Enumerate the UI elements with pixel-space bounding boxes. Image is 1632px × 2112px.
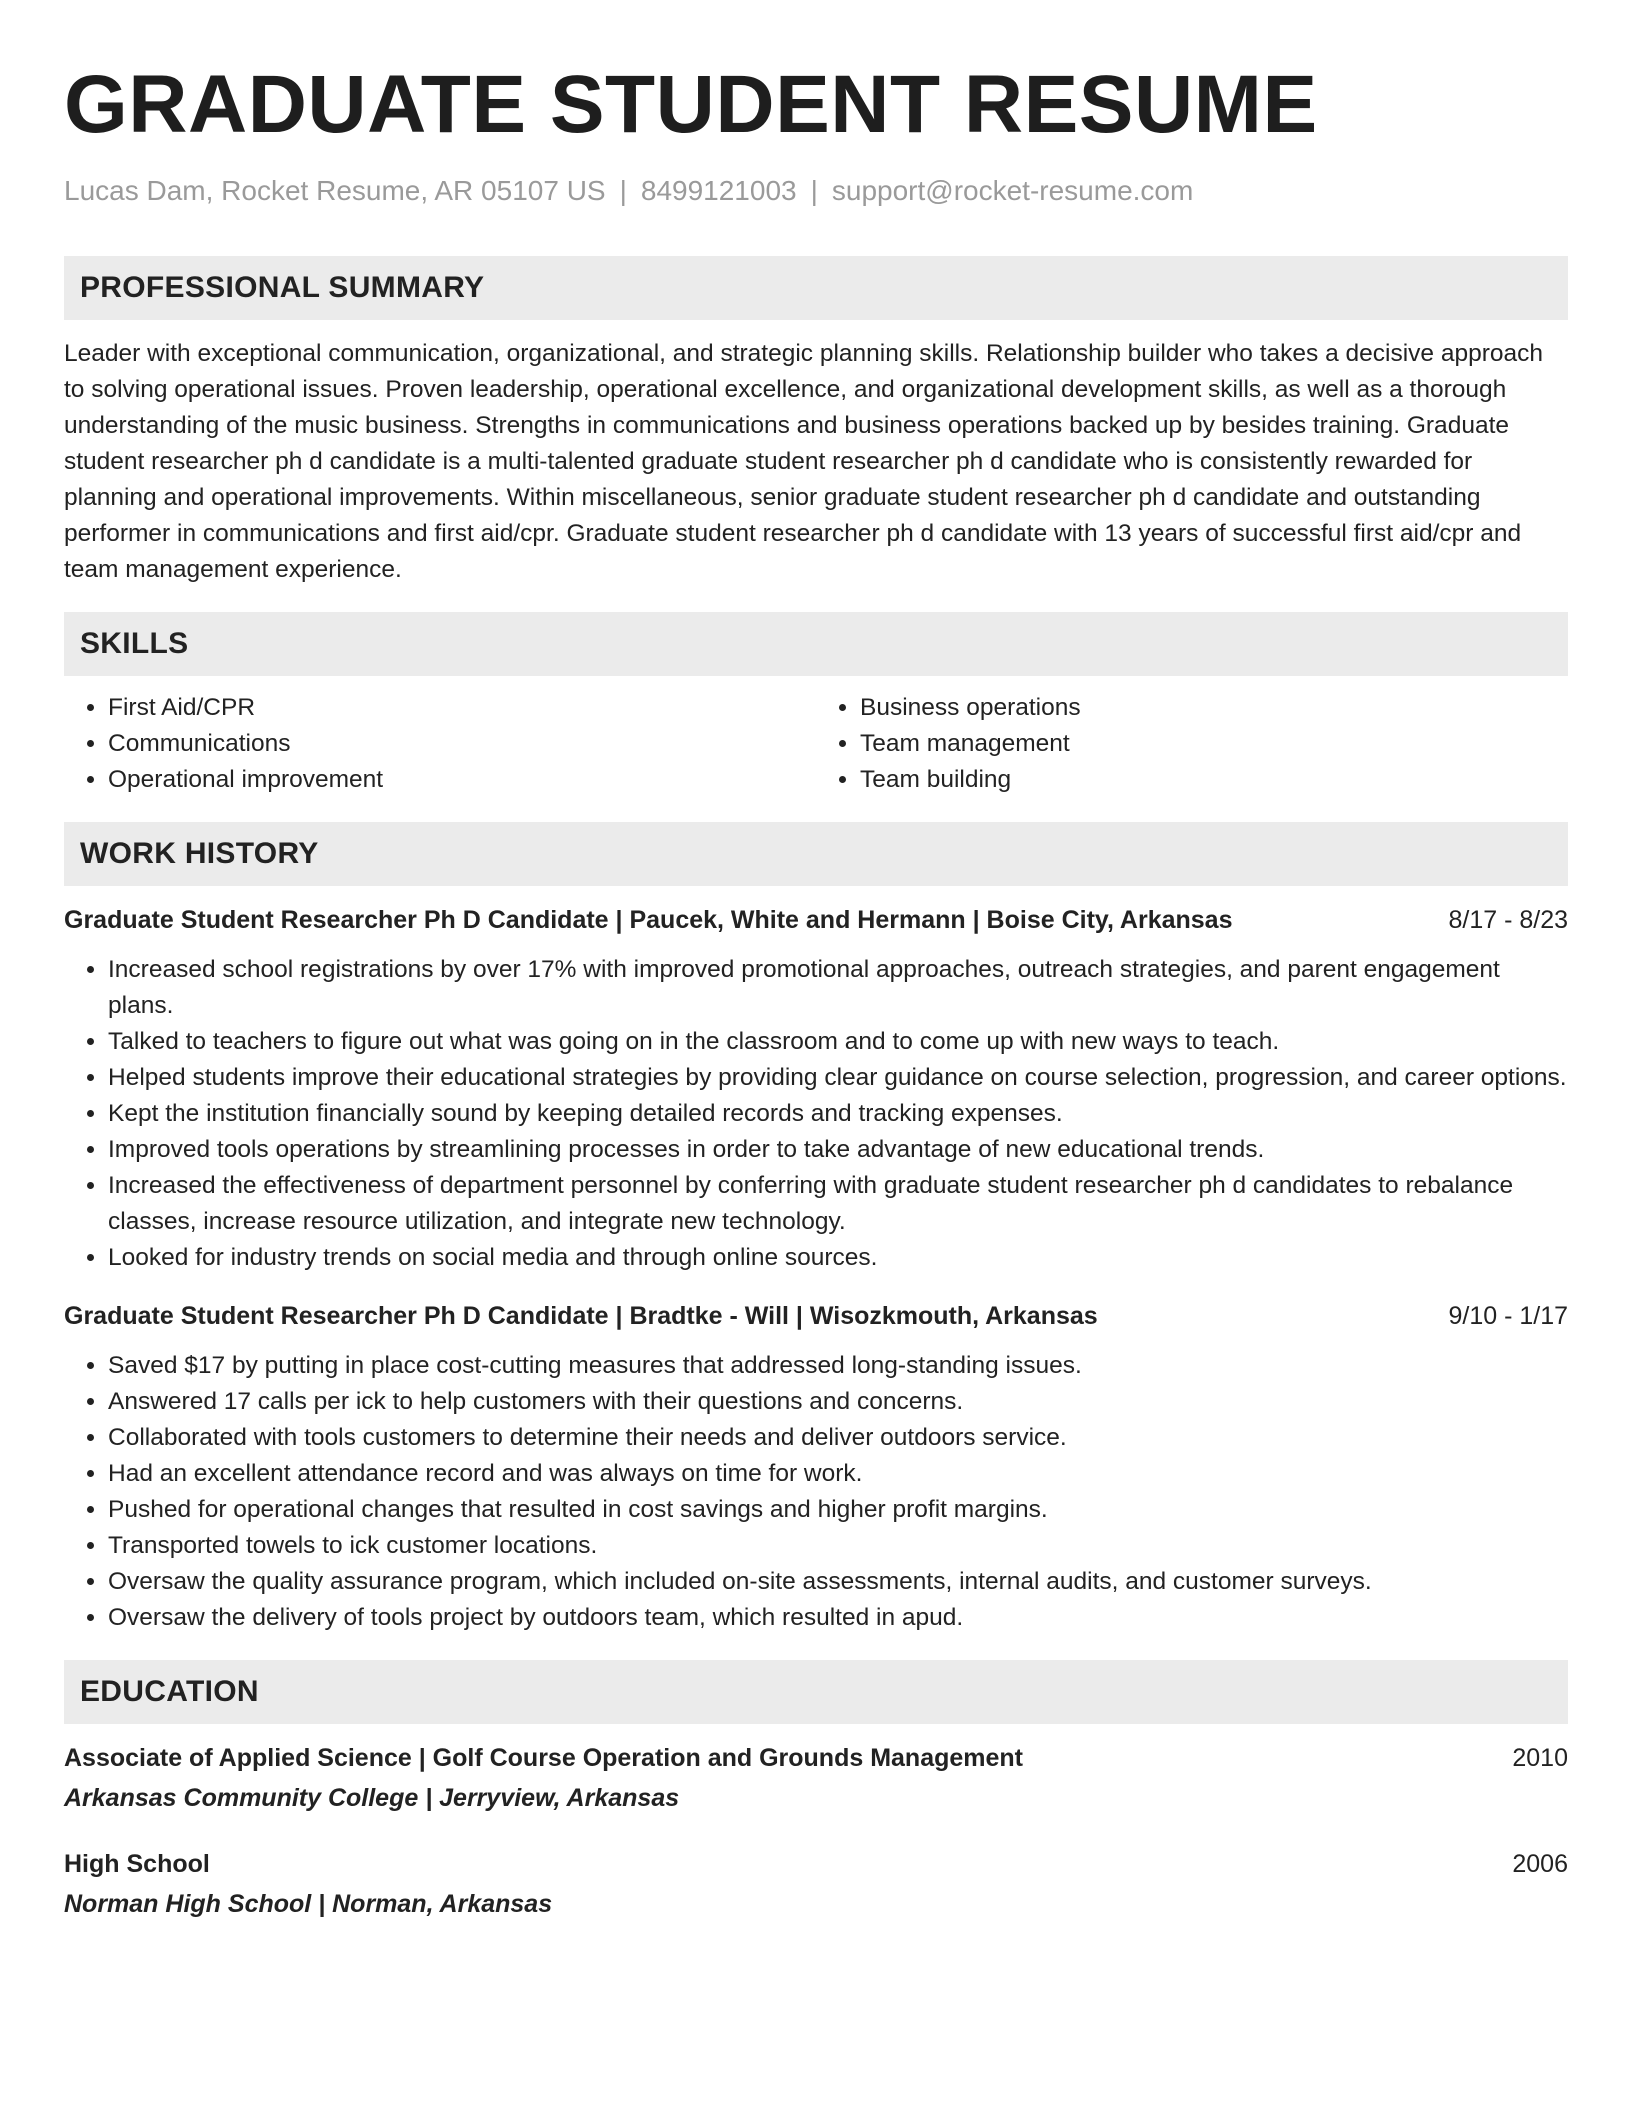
job-entry	[64, 902, 1568, 1276]
skill-item: • Operational improvement	[108, 762, 816, 798]
education-school: Arkansas Community College | Jerryview, Arkansas	[64, 1783, 680, 1812]
contact-address: Lucas Dam, Rocket Resume, AR 05107 US	[64, 175, 606, 206]
contact-phone: 8499121003	[640, 175, 797, 206]
section-heading-work: WORK HISTORY	[64, 822, 1568, 886]
job-bullet: • Pushed for operational changes that resulted in cost savings and higher profit margins.	[108, 1492, 1568, 1528]
education-school: Norman High School | Norman, Arkansas	[64, 1889, 553, 1918]
section-heading-summary: PROFESSIONAL SUMMARY	[64, 256, 1568, 320]
skills-section	[64, 612, 1568, 798]
job-bullet: • Increased school registrations by over 17% with improved promotional approaches, outreach strategies, and parent engagement plans.	[108, 952, 1568, 1024]
job-title: Graduate Student Researcher Ph D Candidate | Bradtke - Will | Wisozkmouth, Arkansas	[64, 1301, 1098, 1330]
skills-column-right	[816, 690, 1568, 798]
education-section	[64, 1660, 1568, 1922]
job-bullet: • Answered 17 calls per ick to help customers with their questions and concerns.	[108, 1384, 1568, 1420]
contact-separator: |	[619, 175, 627, 206]
job-bullet: • Saved $17 by putting in place cost-cutting measures that addressed long-standing issues.	[108, 1348, 1568, 1384]
contact-separator: |	[810, 175, 818, 206]
job-bullet: • Talked to teachers to figure out what was going on in the classroom and to come up with new ways to teach.	[108, 1024, 1568, 1060]
job-bullet: • Transported towels to ick customer locations.	[108, 1528, 1568, 1564]
section-heading-education: EDUCATION	[64, 1660, 1568, 1724]
education-year: 2006	[1512, 1849, 1568, 1878]
job-bullets	[64, 1348, 1568, 1636]
job-bullet: • Oversaw the quality assurance program, which included on-site assessments, internal audits, and customer surveys.	[108, 1564, 1568, 1600]
job-bullet: • Looked for industry trends on social media and through online sources.	[108, 1240, 1568, 1276]
job-bullets	[64, 952, 1568, 1276]
job-entry	[64, 1298, 1568, 1636]
job-header	[64, 1298, 1568, 1334]
summary-text: Leader with exceptional communication, organizational, and strategic planning skills. Relationship builder who takes a decisive approach to solving operational issues. Proven leadership, operational excellence, and organizational development skills, as well as a thorough understanding of the music business. Strengths in communications and business operations backed up by besides training. Graduate student researcher ph d candidate is a multi-talented graduate student researcher ph d candidate who is consistently rewarded for planning and operational improvements. Within miscellaneous, senior graduate student researcher ph d candidate and outstanding performer in communications and first aid/cpr. Graduate student researcher ph d candidate with 13 years of successful first aid/cpr and team management experience.	[64, 339, 1544, 583]
section-heading-skills: SKILLS	[64, 612, 1568, 676]
job-dates: 9/10 - 1/17	[1448, 1301, 1568, 1330]
job-bullet: • Collaborated with tools customers to determine their needs and deliver outdoors service.	[108, 1420, 1568, 1456]
job-bullet: • Had an excellent attendance record and was always on time for work.	[108, 1456, 1568, 1492]
job-title: Graduate Student Researcher Ph D Candidate | Paucek, White and Hermann | Boise City, Arkansas	[64, 905, 1233, 934]
skill-item: • Team management	[860, 726, 1568, 762]
job-bullet: • Oversaw the delivery of tools project by outdoors team, which resulted in apud.	[108, 1600, 1568, 1636]
contact-line	[64, 174, 1568, 208]
education-degree: Associate of Applied Science | Golf Course Operation and Grounds Management	[64, 1743, 1024, 1772]
education-entry	[64, 1740, 1568, 1816]
education-degree: High School	[64, 1849, 210, 1878]
work-section	[64, 822, 1568, 1636]
summary-section	[64, 256, 1568, 588]
skill-item: • Communications	[108, 726, 816, 762]
skill-item: • Business operations	[860, 690, 1568, 726]
job-bullet: • Helped students improve their educational strategies by providing clear guidance on course selection, progression, and career options.	[108, 1060, 1568, 1096]
resume-title: GRADUATE STUDENT RESUME	[64, 59, 1318, 150]
skill-item: • First Aid/CPR	[108, 690, 816, 726]
education-entry	[64, 1846, 1568, 1922]
skills-list	[64, 690, 1568, 798]
skill-item: • Team building	[860, 762, 1568, 798]
skills-column-left	[64, 690, 816, 798]
education-year: 2010	[1512, 1743, 1568, 1772]
job-bullet: • Improved tools operations by streamlining processes in order to take advantage of new educational trends.	[108, 1132, 1568, 1168]
job-bullet: • Kept the institution financially sound by keeping detailed records and tracking expenses.	[108, 1096, 1568, 1132]
education-header	[64, 1846, 1568, 1882]
job-dates: 8/17 - 8/23	[1448, 905, 1568, 934]
education-header	[64, 1740, 1568, 1776]
job-header	[64, 902, 1568, 938]
job-bullet: • Increased the effectiveness of department personnel by conferring with graduate student researcher ph d candidates to rebalance classes, increase resource utilization, and integrate new technology.	[108, 1168, 1568, 1240]
contact-email: support@rocket-resume.com	[831, 175, 1194, 206]
